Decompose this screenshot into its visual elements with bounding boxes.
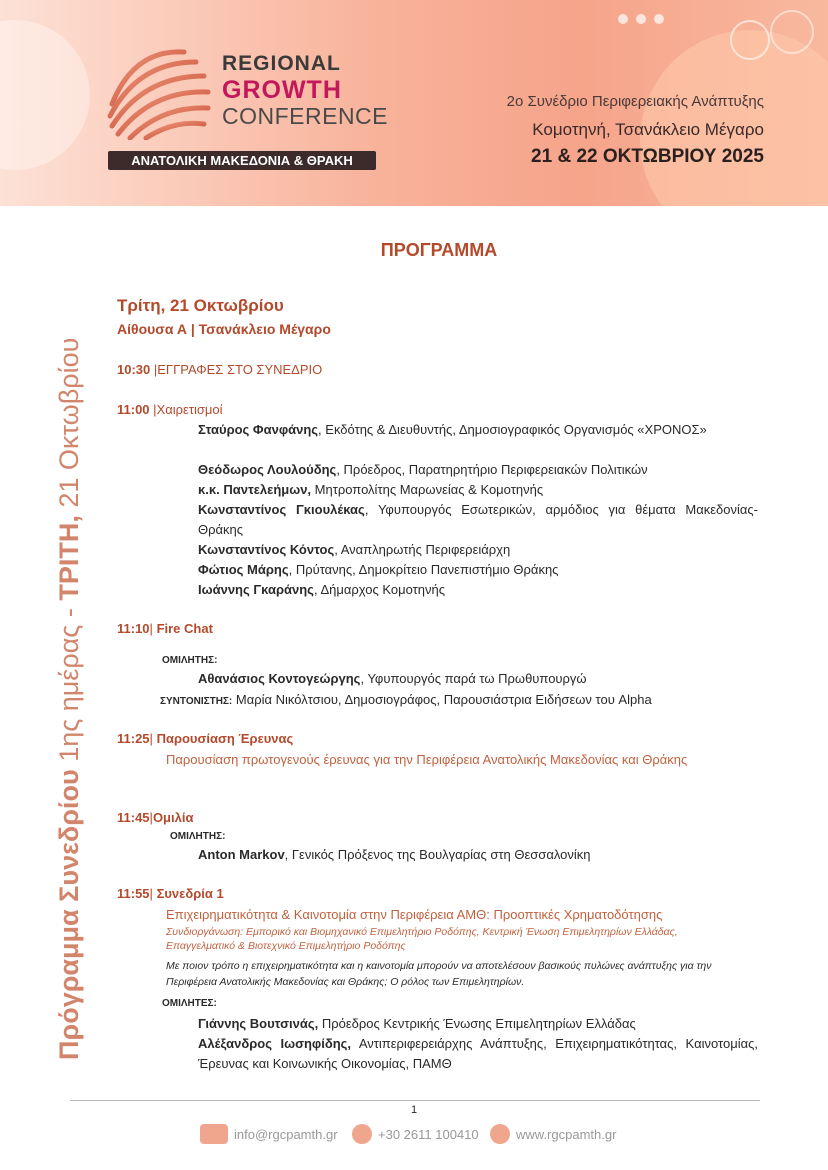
- logo-regional-text: REGIONAL: [222, 52, 341, 75]
- speaker-item: Κωνσταντίνος Κόντος, Αναπληρωτής Περιφερειάρχη: [198, 542, 511, 557]
- region-banner: ΑΝΑΤΟΛΙΚΗ ΜΑΚΕΔΟΝΙΑ & ΘΡΑΚΗ: [108, 151, 376, 170]
- logo-conference-text: CONFERENCE: [222, 103, 389, 129]
- conference-header: [0, 0, 828, 206]
- speakers-label: ΟΜΙΛΗΤΕΣ:: [162, 998, 217, 1009]
- speaker-item: Αλέξανδρος Ιωσηφίδης, Αντιπεριφερειάρχης Ανάπτυξης, Επιχειρηματικότητας, Καινοτομίας, Έρευνας και Κοινωνικής Οικονομίας, ΠΑΜΘ: [198, 1036, 758, 1071]
- session-speech: 11:45|Ομιλία: [117, 810, 194, 825]
- logo-growth-text: GROWTH: [222, 76, 342, 104]
- phone-icon: [352, 1124, 372, 1144]
- panel-coorganizers: Συνδιοργάνωση: Εμπορικό και Βιομηχανικό Επιμελητήριο Ροδόπης, Κεντρική Ένωση Επιμελητηρίων Ελλάδας, Επαγγελματικό & Βιοτεχνικό Επιμελητήριο Ροδόπης: [166, 926, 678, 952]
- conference-venue: Κομοτηνή, Τσανάκλειο Μέγαρο: [532, 120, 764, 139]
- email-icon: [200, 1124, 228, 1144]
- conference-subtitle: 2ο Συνέδριο Περιφερειακής Ανάπτυξης: [506, 93, 764, 110]
- speaker-item: Ιωάννης Γκαράνης, Δήμαρχος Κομοτηνής: [198, 582, 445, 597]
- speaker-label: ΟΜΙΛΗΤΗΣ:: [170, 831, 226, 842]
- session-fire-chat: 11:10| Fire Chat: [117, 621, 213, 636]
- session-greetings: 11:00 |Χαιρετισμοί: [117, 402, 223, 417]
- session-panel-1: 11:55| Συνεδρία 1: [117, 886, 224, 901]
- speaker-item: Anton Markov, Γενικός Πρόξενος της Βουλγαρίας στη Θεσσαλονίκη: [198, 847, 591, 862]
- speaker-item: Αθανάσιος Κοντογεώργης, Υφυπουργός παρά τω Πρωθυπουργώ: [198, 671, 587, 686]
- speaker-item: Κωνσταντίνος Γκιουλέκας, Υφυπουργός Εσωτερικών, αρμόδιος για θέματα Μακεδονίας-Θράκης: [198, 502, 758, 537]
- conference-dates: 21 & 22 ΟΚΤΩΒΡΙΟΥ 2025: [531, 146, 764, 167]
- hall-heading: Αίθουσα Α | Τσανάκλειο Μέγαρο: [117, 321, 331, 337]
- day-heading: Τρίτη, 21 Οκτωβρίου: [117, 296, 284, 315]
- panel-topic: Επιχειρηματικότητα & Καινοτομία στην Περιφέρεια ΑΜΘ: Προοπτικές Χρηματοδότησης: [166, 907, 663, 922]
- speaker-item: Γιάννης Βουτσινάς, Πρόεδρος Κεντρικής Ένωσης Επιμελητηρίων Ελλάδας: [198, 1016, 636, 1031]
- footer-phone[interactable]: +30 2611 100410: [352, 1124, 479, 1144]
- moderator-item: ΣΥΝΤΟΝΙΣΤΗΣ: Μαρία Νικόλτσιου, Δημοσιογράφος, Παρουσιάστρια Ειδήσεων του Alpha: [160, 692, 652, 707]
- session-registration: 10:30 |ΕΓΓΡΑΦΕΣ ΣΤΟ ΣΥΝΕΔΡΙΟ: [117, 362, 323, 377]
- panel-question: Με ποιον τρόπο η επιχειρηματικότητα και η καινοτομία μπορούν να αποτελέσουν βασικούς πυλώνες ανάπτυξης για την Περιφέρεια Ανατολικής Μακεδονίας και Θράκης; Ο ρόλος των Επιμελητηρίων.: [166, 960, 712, 988]
- speaker-item: Σταύρος Φανφάνης, Εκδότης & Διευθυντής, Δημοσιογραφικός Οργανισμός «ΧΡΟΝΟΣ»: [198, 422, 707, 437]
- speaker-item: Θεόδωρος Λουλούδης, Πρόεδρος, Παρατηρητήριο Περιφερειακών Πολιτικών: [198, 462, 648, 477]
- speaker-item: κ.κ. Παντελεήμων, Μητροπολίτης Μαρωνείας & Κομοτηνής: [198, 482, 544, 497]
- session-research: 11:25| Παρουσίαση Έρευνας: [117, 731, 294, 746]
- footer-divider: [70, 1100, 760, 1101]
- side-program-label: Πρόγραμμα Συνεδρίου 1ης ημέρας - ΤΡΙΤΗ, 21 Οκτωβρίου: [54, 337, 84, 1060]
- speaker-label: ΟΜΙΛΗΤΗΣ:: [162, 655, 218, 666]
- conference-logo-icon: [104, 44, 214, 140]
- speaker-item: Φώτιος Μάρης, Πρύτανης, Δημοκρίτειο Πανεπιστήμιο Θράκης: [198, 562, 559, 577]
- footer-website[interactable]: www.rgcpamth.gr: [490, 1124, 616, 1144]
- page-title: ΠΡΟΓΡΑΜΜΑ: [380, 240, 498, 260]
- footer-email[interactable]: info@rgcpamth.gr: [200, 1124, 338, 1144]
- globe-icon: [490, 1124, 510, 1144]
- page-number: 1: [410, 1104, 418, 1116]
- research-description: Παρουσίαση πρωτογενούς έρευνας για την Περιφέρεια Ανατολικής Μακεδονίας και Θράκης: [166, 752, 688, 767]
